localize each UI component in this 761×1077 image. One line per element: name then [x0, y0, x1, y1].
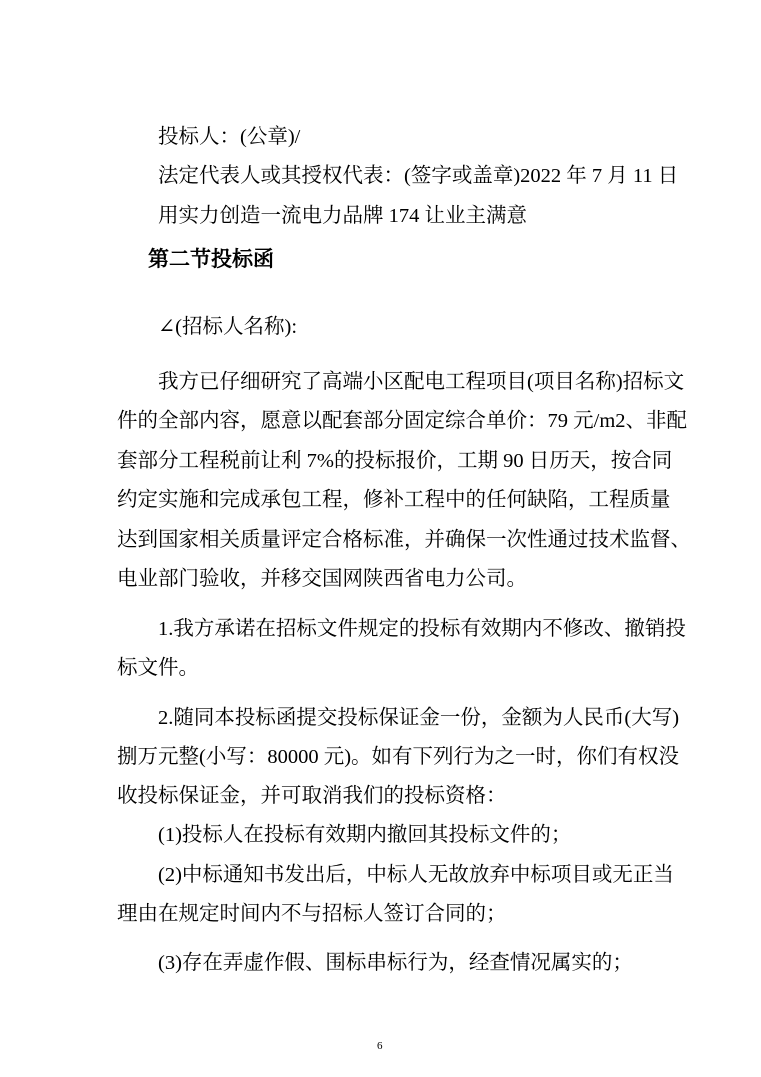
paragraph-line: 件的全部内容，愿意以配套部分固定综合单价：79 元/m2、非配: [117, 410, 688, 432]
paragraph-line: 2.随同本投标函提交投标保证金一份，金额为人民币(大写): [158, 707, 680, 729]
paragraph-line: 标文件。: [117, 657, 199, 679]
page-number: 6: [377, 1040, 383, 1052]
paragraph-line: 收投标保证金，并可取消我们的投标资格：: [117, 785, 507, 807]
paragraph-line: 我方已仔细研究了高端小区配电工程项目(项目名称)招标文: [158, 371, 685, 393]
paragraph-line: 理由在规定时间内不与招标人签订合同的；: [117, 903, 507, 925]
paragraph-line: 捌万元整(小写：80000 元)。如有下列行为之一时，你们有权没: [117, 746, 680, 768]
addressee-line: ∠(招标人名称):: [158, 316, 298, 338]
paragraph-line: (2)中标通知书发出后，中标人无故放弃中标项目或无正当: [158, 864, 674, 886]
paragraph-line: 达到国家相关质量评定合格标准，并确保一次性通过技术监督、: [117, 529, 691, 551]
paragraph-line: (1)投标人在投标有效期内撤回其投标文件的；: [158, 824, 572, 846]
representative-signature-line: 法定代表人或其授权代表：(签字或盖章)2022 年 7 月 11 日: [158, 165, 679, 187]
bidder-seal-line: 投标人：(公章)/: [158, 126, 301, 148]
paragraph-line: 约定实施和完成承包工程，修补工程中的任何缺陷，工程质量: [117, 489, 671, 511]
slogan-line: 用实力创造一流电力品牌 174 让业主满意: [158, 205, 527, 227]
paragraph-line: 电业部门验收，并移交国网陕西省电力公司。: [117, 568, 527, 590]
paragraph-line: 套部分工程税前让利 7%的投标报价，工期 90 日历天，按合同: [117, 450, 673, 472]
section-title: 第二节投标函: [148, 247, 274, 271]
paragraph-line: 1.我方承诺在招标文件规定的投标有效期内不修改、撤销投: [158, 618, 686, 640]
paragraph-line: (3)存在弄虚作假、围标串标行为，经查情况属实的；: [158, 952, 633, 974]
